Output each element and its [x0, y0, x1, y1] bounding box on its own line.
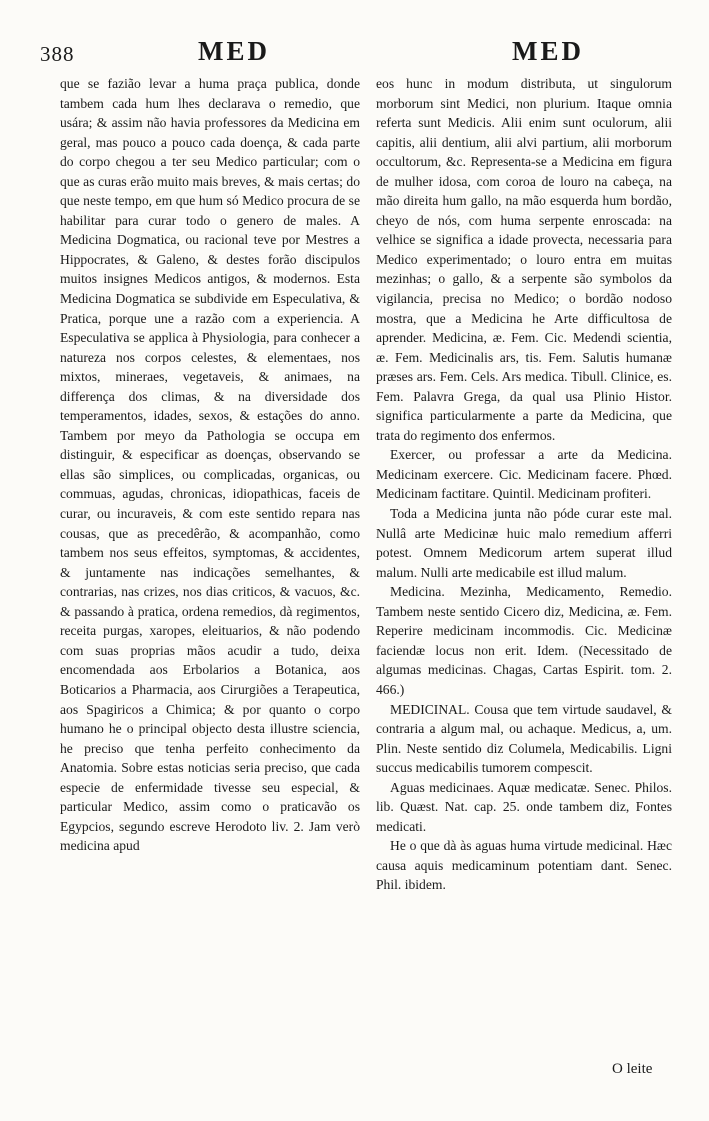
right-paragraph: Medicina. Mezinha, Medicamento, Remedio. Tambem neste sentido Cicero diz, Medicina, æ. Fem. Reperire medicinam incommodis. Cic. Medicinæ faciendæ locus non erit. Idem. (Necessitado de algumas medicinas. Chagas, Cartas Espirit. tom. 2. 466.): [376, 584, 672, 697]
page-number: 388: [40, 42, 75, 66]
right-paragraph: Toda a Medicina junta não póde curar este mal. Nullâ arte Medicinæ huic malo remedium afferri potest. Omnem Medicorum artem superat illud malum. Nulli arte medicabile est illud malum.: [376, 506, 672, 580]
right-paragraph: He o que dà às aguas huma virtude medicinal. Hæc causa aquis medicaminum potentiam dant. Senec. Phil. ibidem.: [376, 838, 672, 893]
right-paragraph: Aguas medicinaes. Aquæ medicatæ. Senec. Philos. lib. Quæst. Nat. cap. 25. onde tambem diz, Fontes medicati.: [376, 779, 672, 834]
right-paragraph: MEDICINAL. Cousa que tem virtude saudavel, & contraria a algum mal, ou achaque. Medicus, a, um. Plin. Neste sentido diz Columela, Medicabilis. Ligni succus medicabilis tumorem compescit.: [376, 701, 672, 776]
left-column: [60, 74, 360, 1064]
right-paragraph: eos hunc in modum distributa, ut singulorum morborum sint Medici, non plurium. Itaque omnia referta sunt Medicis. Alii enim sunt oculorum, alii capitis, alii dentium, alii alvi partium, alii morborum occultorum, &c. Representa-se a Medicina em figura de mulher idosa, com coroa de louro na cabeça, na mão direita hum gallo, na mão esquerda hum bordão, cheyo de nós, com huma serpente enroscada: na velhice se significa a idade provecta, necessaria para Medico experimentado; o louro entra em muitas mezinhas; o gallo, & a serpente são symbolos da vigilancia, precisa no Medico; o bordão nodoso mostra, que a Medicina he Arte difficultosa de aprender. Medicina, æ. Fem. Cic. Medendi scientia, æ. Fem. Medicinalis ars, tis. Fem. Salutis humanæ præses ars. Fem. Cels. Ars medica. Tibull. Clinice, es. Fem. Palavra Grega, da qual usa Plinio Histor. significa particularmente a parte da Medicina, que trata do regimento dos enfermos.: [376, 76, 672, 443]
catchword: O leite: [612, 1061, 653, 1077]
running-head-left: MED: [198, 36, 270, 66]
running-head-right: MED: [512, 36, 584, 66]
left-paragraph: que se fazião levar a huma praça publica, donde tambem cada hum lhes declarava o remedio, que usára; & assim não havia professores da Medicina em geral, mas pouco a pouco cada doença, & cada parte do corpo chegou a ter seu Medico particular; com o que as curas erão muito mais breves, & mais certas; do que neste tempo, em que hum só Medico procura de se habilitar para curar todo o genero de males. A Medicina Dogmatica, ou racional teve por Mestres a Hippocrates, & Galeno, & destes forão discipulos muitos insignes Medicos antigos, & modernos. Esta Medicina Dogmatica se subdivide em Especulativa, & Pratica, porque une a razão com a experiencia. A Especulativa se applica à Physiologia, para conhecer a natureza nos corpos celestes, & elementaes, nos mixtos, mineraes, vegetaveis, & animaes, na differença dos climas, & na diversidade dos temperamentos, idades, sexos, & estações do anno. Tambem por meyo da Pathologia se occupa em distinguir, & especificar as doenças, observando se ellas são simplices, ou complicadas, organicas, ou commuas, agudas, chronicas, idiopathicas, faceis de curar, ou incuraveis, & com este sentido repara nas cousas, que as precedêrão, & acompanhão, como tambem nos seus effeitos, symptomas, & accidentes, & juntamente nas indicações semelhantes, & contrarias, nas crizes, nos dias criticos, & vacuos, &c. & passando à pratica, ordena remedios, dà regimentos, receita purgas, xaropes, eleituarios, & não podendo com suas proprias mãos acudir a tudo, deixa encomendada aos Erbolarios a Botanica, aos Boticarios a Pharmacia, aos Cirurgiões a Terapeutica, aos Spagiricos a Chimica; & por quanto o corpo humano he o principal objecto desta illustre sciencia, he preciso que tenha perfeito conhecimento da Anatomia. Sobre estas noticias seria preciso, que cada especie de enfermidade tivesse seu especial, & particular Medico, assim como o praticavão os Egypcios, segundo escreve Herodoto liv. 2. Jam verò medicina apud: [60, 76, 360, 854]
right-paragraph: Exercer, ou professar a arte da Medicina. Medicinam exercere. Cic. Medicinam facere. Phœd. Medicinam factitare. Quintil. Medicinam profiteri.: [376, 447, 672, 502]
right-column: [376, 74, 672, 1074]
page-header: [40, 30, 680, 70]
